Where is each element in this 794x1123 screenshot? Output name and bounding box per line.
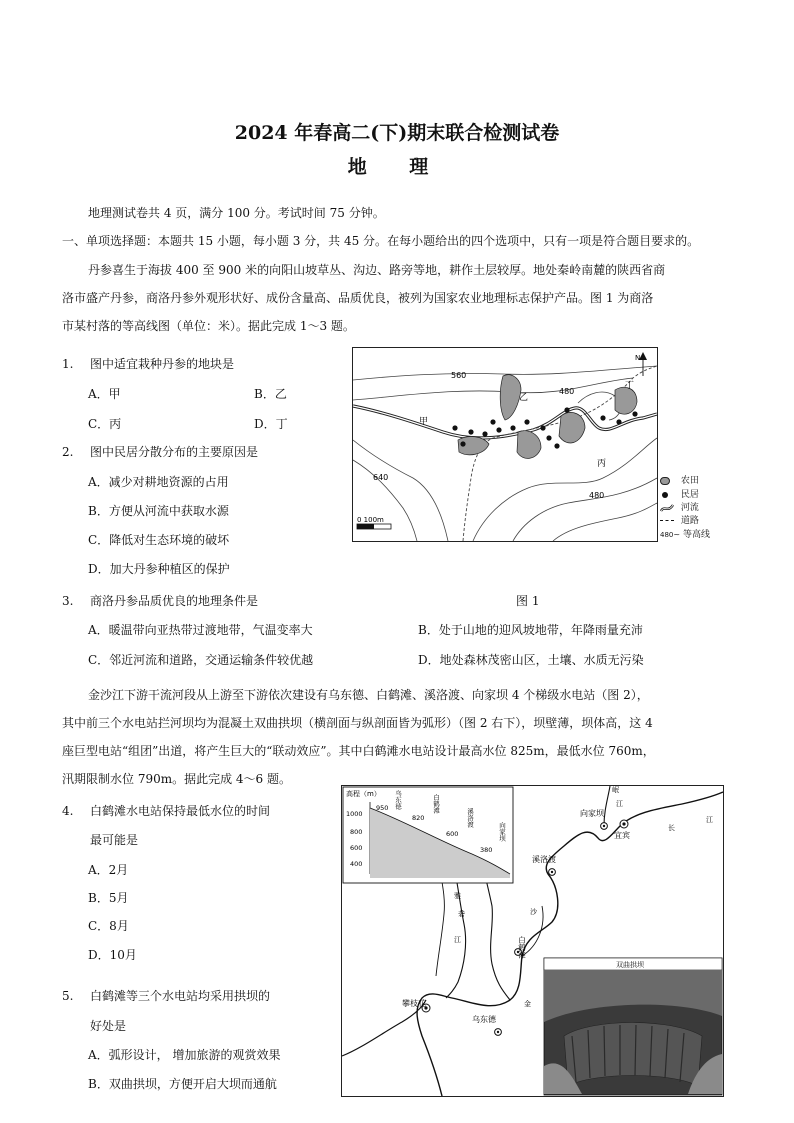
profile-ytick-400: 400	[350, 860, 363, 868]
river-label-jiang-min: 江	[616, 800, 623, 808]
profile-level-820: 820	[412, 814, 425, 822]
profile-level-950: 950	[376, 804, 389, 812]
river-label-jiang-yalong: 江	[454, 936, 461, 944]
figure1-caption: 图 1	[516, 594, 540, 608]
q4-stem-line1: 白鹤滩水电站保持最低水位的时间	[90, 804, 271, 818]
passage2-line4: 汛期限制水位 790m。据此完成 4～6 题。	[62, 772, 291, 786]
legend-river: 河流	[660, 502, 699, 515]
q4-option-a[interactable]: A．2月	[88, 863, 129, 877]
q3-option-c[interactable]: C．邻近河流和道路，交通运输条件较优越	[88, 653, 314, 667]
river-label-ya: 雅	[454, 892, 461, 900]
plot-label-yi: 乙	[519, 393, 529, 403]
profile-station-wudongde: 乌东德	[394, 790, 402, 810]
passage1-line3: 市某村落的等高线图（单位：米）。据此完成 1～3 题。	[62, 319, 355, 333]
legend-contour: 480~ 等高线	[660, 530, 710, 540]
station-marker-wudongde-icon	[495, 1029, 502, 1036]
q3-option-a[interactable]: A．暖温带向亚热带过渡地带，气温变率大	[88, 623, 313, 637]
q2-number: 2.	[62, 445, 74, 459]
q5-number: 5.	[62, 989, 74, 1003]
label-baihetan: 白鹤滩	[517, 936, 527, 959]
q1-option-b[interactable]: B．乙	[254, 387, 287, 401]
q5-option-a[interactable]: A．弧形设计， 增加旅游的观赏效果	[88, 1048, 281, 1062]
q3-number: 3.	[62, 594, 74, 608]
station-marker-xiangjiaba-icon	[601, 823, 608, 830]
river-label-jiang-chang: 江	[706, 816, 713, 824]
q4-option-b[interactable]: B．5月	[88, 891, 129, 905]
contour-map-graphic	[353, 348, 657, 541]
q5-option-b[interactable]: B．双曲拱坝，方便开启大坝而通航	[88, 1077, 277, 1091]
plot-label-bing: 丙	[597, 459, 607, 469]
profile-ytick-600: 600	[350, 844, 363, 852]
label-xiluodu: 溪洛渡	[532, 855, 556, 864]
legend-residence: 民居	[660, 489, 699, 502]
exam-title: 2024 年春高二(下)期末联合检测试卷	[234, 122, 560, 144]
profile-level-600: 600	[446, 830, 459, 838]
photo-title: 双曲拱坝	[616, 961, 644, 969]
label-yibin: 宜宾	[614, 831, 630, 840]
profile-station-baihetan: 白鹤滩	[432, 794, 440, 814]
q4-number: 4.	[62, 804, 74, 818]
q1-stem: 图中适宜栽种丹参的地块是	[90, 357, 235, 371]
river-swatch-icon	[660, 503, 674, 513]
farmland-swatch-icon	[660, 477, 670, 485]
q3-stem: 商洛丹参品质优良的地理条件是	[90, 594, 259, 608]
section-heading: 一、单项选择题：本题共 15 小题，每小题 3 分，共 45 分。在每小题给出的四个选项中，只有一项是符合题目要求的。	[62, 234, 700, 248]
passage1-line2: 洛市盛产丹参，商洛丹参外观形状好、成份含量高、品质优良，被列为国家农业地理标志保护产品。图 1 为商洛	[62, 291, 654, 305]
label-panzhihua: 攀枝花	[402, 999, 426, 1008]
svg-text:N: N	[635, 354, 641, 362]
plot-label-ding: 丁	[625, 381, 635, 391]
profile-station-xiangjiaba: 向家坝	[498, 822, 506, 842]
label-wudongde: 乌东德	[472, 1015, 496, 1024]
arch-dam-photo-inset	[544, 958, 722, 1095]
station-marker-xiluodu-icon	[549, 869, 556, 876]
passage2-line1: 金沙江下游干流河段从上游至下游依次建设有乌东德、白鹤滩、溪洛渡、向家坝 4 个梯级水电站（图 2），	[88, 688, 649, 702]
q2-option-b[interactable]: B．方便从河流中获取水源	[88, 504, 229, 518]
q1-option-c[interactable]: C．丙	[88, 417, 122, 431]
q5-stem-line1: 白鹤滩等三个水电站均采用拱坝的	[90, 989, 271, 1003]
scale-bar	[357, 516, 391, 529]
figure1-legend	[660, 475, 735, 545]
q2-option-d[interactable]: D．加大丹参种植区的保护	[88, 562, 230, 576]
q1-option-a[interactable]: A．甲	[88, 387, 121, 401]
passage2-line3: 座巨型电站“组团”出道，将产生巨大的“联动效应”。其中白鹤滩水电站设计最高水位 825m，最低水位 760m，	[62, 744, 655, 758]
subject-title: 地 理	[347, 156, 447, 178]
profile-ytick-800: 800	[350, 828, 363, 836]
q2-stem: 图中民居分散分布的主要原因是	[90, 445, 259, 459]
figure1-contour-map	[352, 347, 658, 542]
profile-level-380: 380	[480, 846, 493, 854]
elevation-profile-inset	[343, 787, 513, 883]
q1-option-d[interactable]: D．丁	[254, 417, 288, 431]
profile-y-axis-label: 高程（m）	[346, 790, 381, 798]
contour-label-480-south: 480	[589, 491, 605, 500]
figure2-map	[341, 785, 724, 1097]
river-label-sha: 沙	[530, 908, 537, 916]
contour-label-480-north: 480	[559, 387, 575, 396]
q2-option-c[interactable]: C．降低对生态环境的破坏	[88, 533, 230, 547]
q5-stem-line2: 好处是	[90, 1019, 127, 1033]
river-label-long: 砻	[458, 910, 465, 918]
legend-farmland: 农田	[660, 475, 699, 488]
profile-ytick-1000: 1000	[346, 810, 363, 818]
city-marker-yibin-icon	[620, 820, 628, 828]
svg-text:0 100m: 0 100m	[357, 516, 384, 524]
contour-label-640: 640	[373, 473, 389, 482]
passage1-line1: 丹参喜生于海拔 400 至 900 米的向阳山坡草丛、沟边、路旁等地，耕作土层较厚。地处秦岭南麓的陕西省商	[88, 263, 666, 277]
passage2-line2: 其中前三个水电站拦河坝均为混凝土双曲拱坝（横剖面与纵剖面皆为弧形）（图 2 右下），坝壁薄，坝体高，这 4	[62, 716, 653, 730]
river-label-chang: 长	[668, 824, 675, 832]
residence-dot-icon	[662, 492, 668, 498]
river-label-min: 岷	[612, 786, 619, 794]
river-label-jin: 金	[524, 1000, 531, 1008]
jinsha-river-map-graphic	[342, 786, 723, 1096]
legend-road: 道路	[660, 515, 699, 528]
q4-stem-line2: 最可能是	[90, 833, 139, 847]
q4-option-c[interactable]: C．8月	[88, 919, 129, 933]
profile-station-xiluodu: 溪洛渡	[466, 808, 474, 828]
q4-option-d[interactable]: D．10月	[88, 948, 137, 962]
plot-label-jia: 甲	[419, 417, 429, 427]
q2-option-a[interactable]: A．减少对耕地资源的占用	[88, 475, 229, 489]
q3-option-b[interactable]: B．处于山地的迎风坡地带，年降雨量充沛	[418, 623, 643, 637]
exam-intro: 地理测试卷共 4 页，满分 100 分。考试时间 75 分钟。	[88, 206, 385, 220]
label-xiangjiaba: 向家坝	[580, 809, 604, 818]
contour-label-560: 560	[451, 371, 467, 380]
q3-option-d[interactable]: D．地处森林茂密山区，土壤、水质无污染	[418, 653, 644, 667]
q1-number: 1.	[62, 357, 74, 371]
road-swatch-icon	[660, 520, 674, 521]
